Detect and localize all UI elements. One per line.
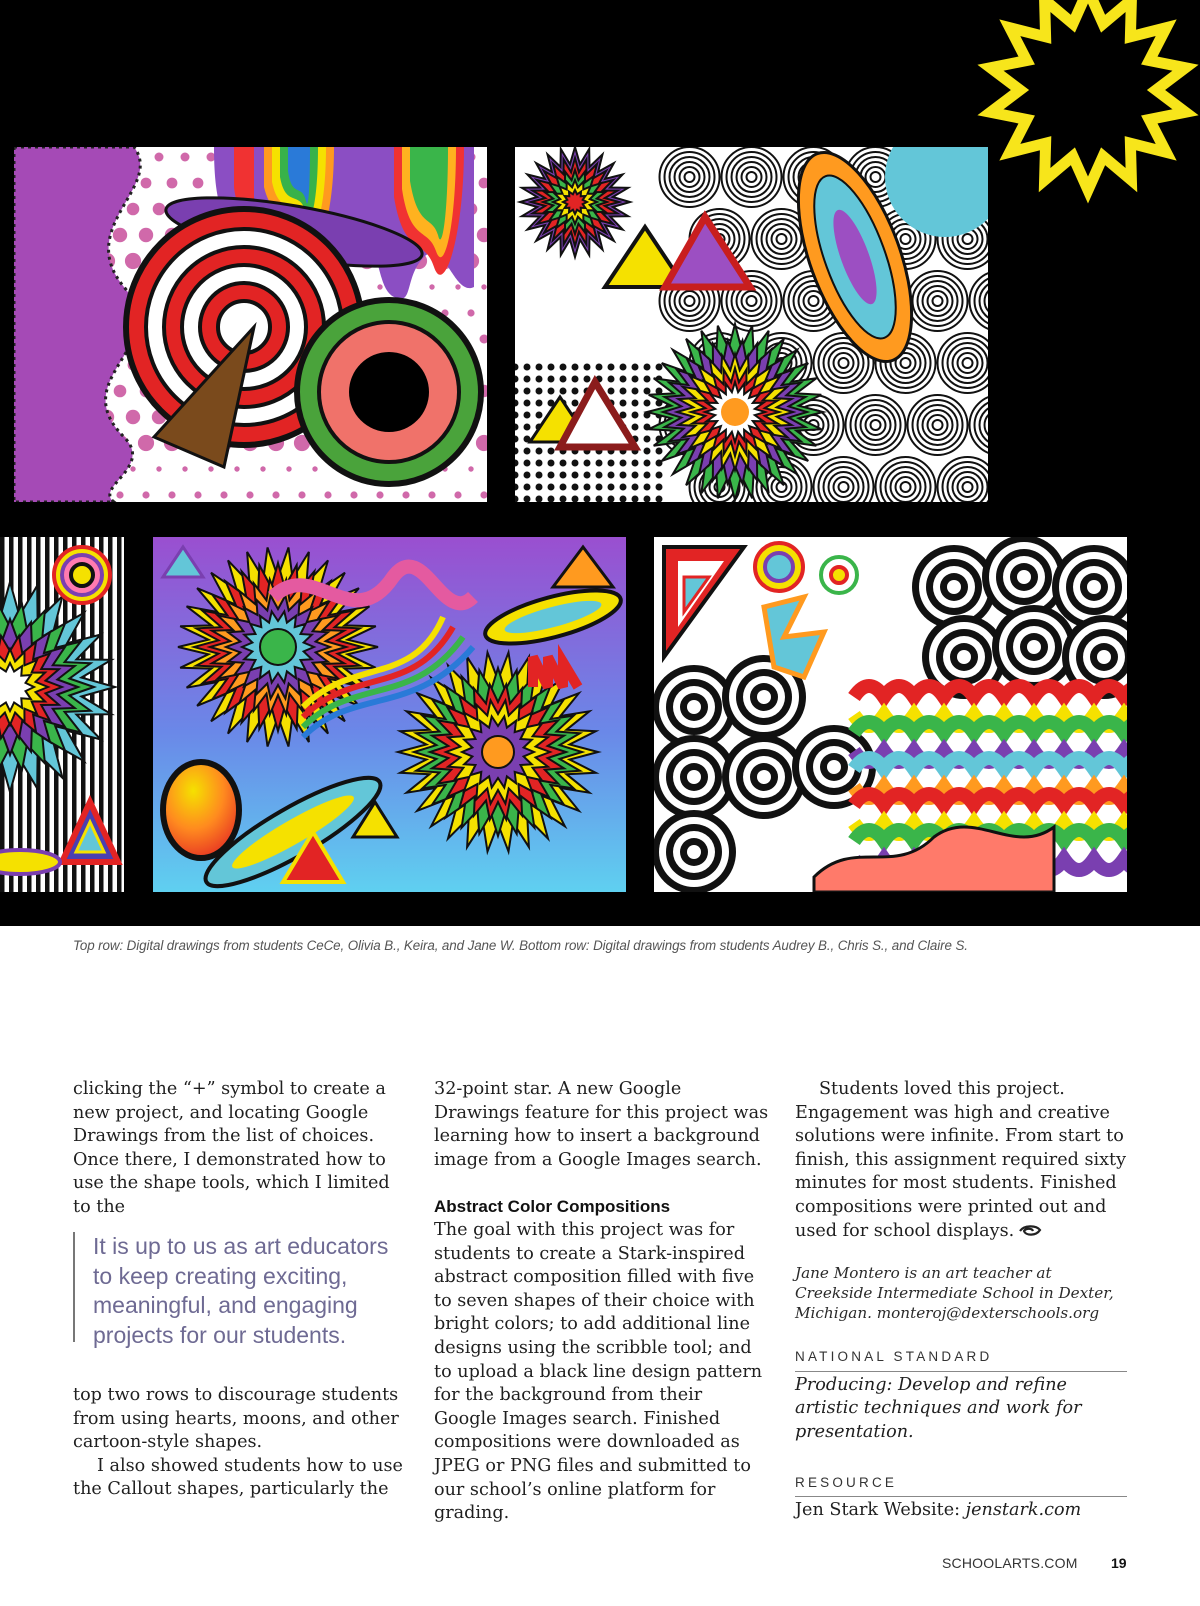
art-chris: [654, 537, 1127, 892]
column3-paragraph-text: Students loved this project. Engagement was high and creative solutions were infinite. From start to finish, this assignment required sixty minutes for most students. Finished compositions were printed out and used for school displays.: [795, 1079, 1127, 1241]
footer-site-name[interactable]: SCHOOLARTS.COM: [942, 1555, 1078, 1571]
art-keira-jane: [0, 537, 124, 892]
body-column-1: [73, 1078, 408, 1220]
figure-caption: Top row: Digital drawings from students CeCe, Olivia B., Keira, and Jane W. Bottom row: Digital drawings from students Audrey B., Chris S., and Claire S.: [73, 938, 968, 953]
page-number: 19: [1111, 1555, 1127, 1571]
art-cece: [14, 147, 487, 502]
resource-label: RESOURCE: [795, 1471, 1127, 1498]
body-column-2: [434, 1078, 769, 1526]
resource-line: [795, 1499, 1127, 1523]
column1-paragraph-2: top two rows to discourage students from using hearts, moons, and other cartoon-style shapes.: [73, 1385, 399, 1453]
national-standard-label: NATIONAL STANDARD: [795, 1345, 1127, 1372]
body-column-3: [795, 1078, 1127, 1523]
column2-paragraph-2: The goal with this project was for students to create a Stark-inspired abstract composition filled with five to seven shapes of their choice with bright colors; to add additional line designs using the scribble tool; and to upload a black line design pattern for the background from their Google Images search. Finished compositions were downloaded as JPEG or PNG files and submitted to our school’s online platform for grading.: [434, 1219, 763, 1524]
starburst-decoration: [976, 0, 1200, 206]
national-standard-text: Producing: Develop and refine artistic techniques and work for presentation.: [795, 1374, 1082, 1442]
resource-prefix: Jen Stark Website:: [795, 1500, 966, 1521]
resource-link[interactable]: jenstark.com: [965, 1500, 1082, 1521]
art-audrey: [153, 537, 626, 892]
column1-paragraph-1: clicking the “+” symbol to create a new project, and locating Google Drawings from the list of choices. Once there, I demonstrated how to use the shape tools, which I limited to the: [73, 1079, 390, 1217]
author-bio: Jane Montero is an art teacher at Creekside Intermediate School in Dexter, Michigan. monteroj@dexterschools.org: [795, 1264, 1114, 1323]
body-column-1-continued: [73, 1384, 408, 1502]
art-olivia: [515, 147, 988, 502]
column3-paragraph-1: [795, 1078, 1127, 1243]
end-mark-swirl-icon: [1018, 1224, 1044, 1238]
column1-paragraph-3: I also showed students how to use the Callout shapes, particularly the: [73, 1455, 403, 1500]
section-heading: Abstract Color Compositions: [434, 1197, 671, 1217]
pull-quote: It is up to us as art educators to keep creating exciting, meaningful, and engaging projects for our students.: [73, 1232, 413, 1342]
column2-paragraph-1: 32-point star. A new Google Drawings feature for this project was learning how to insert a background image from a Google Images search.: [434, 1079, 769, 1170]
